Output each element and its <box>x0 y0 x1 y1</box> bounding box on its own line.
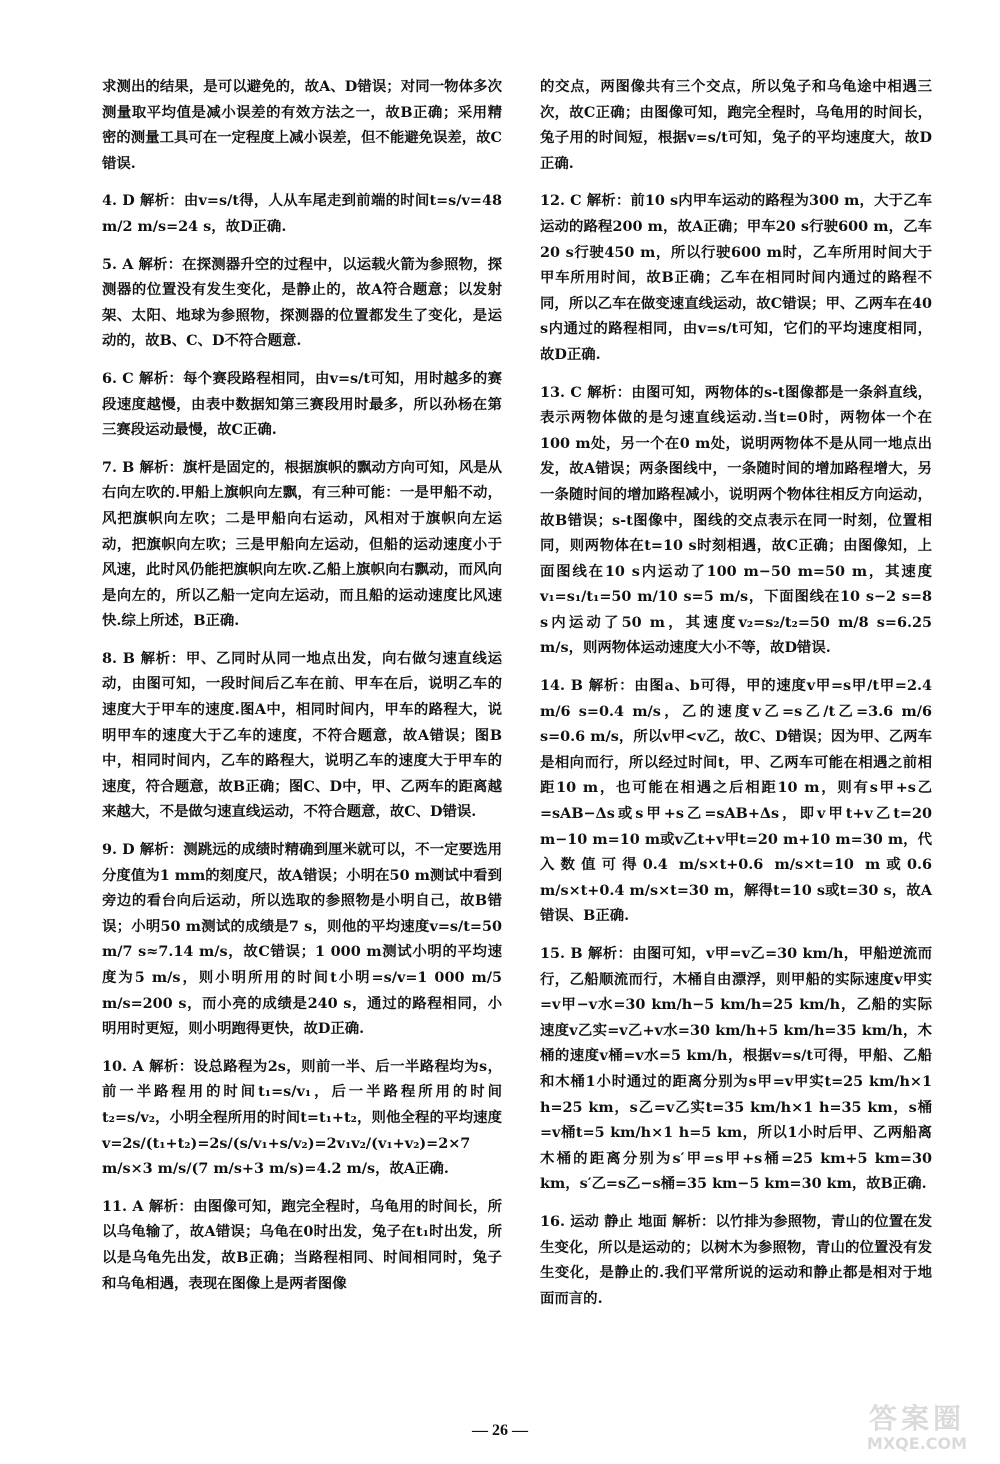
answer-text: 6. C 解析：每个赛段路程相同，由v=s/t可知，用时越多的赛段速度越慢，由表中数据知第三赛段用时最多，所以孙杨在第三赛段运动最慢，故C正确. <box>102 369 502 439</box>
answer-paragraph <box>102 366 502 443</box>
answer-text: 15. B 解析：由图可知，v甲=v乙=30 km/h，甲船逆流而行，乙船顺流而行，木桶自由漂浮，则甲船的实际速度v甲实=v甲−v水=30 km/h−5 km/h=25 km/h，乙船的实际速度v乙实=v乙+v水=30 km/h+5 km/h=35 km/h，木桶的速度v桶=v水=5 km/h，根据v=s/t可得，甲船、乙船和木桶1小时通过的距离分别为s甲=v甲实t=25 km/h×1 h=25 km，s乙=v乙实t=35 km/h×1 h=35 km，s桶=v桶t=5 km/h×1 h=5 km，所以1小时后甲、乙两船离木桶的距离分别为s′甲=s甲+s桶=25 km+5 km=30 km，s′乙=s乙−s桶=35 km−5 km=30 km，故B正确. <box>540 945 932 1193</box>
answer-paragraph <box>102 455 502 634</box>
answer-paragraph <box>540 74 932 176</box>
answer-paragraph <box>540 380 932 662</box>
answer-paragraph <box>540 941 932 1197</box>
answer-text: 7. B 解析：旗杆是固定的，根据旗帜的飘动方向可知，风是从右向左吹的.甲船上旗帜向左飘，有三种可能：一是甲船不动，风把旗帜向左吹；二是甲船向右运动，风相对于旗帜向左运动，把旗帜向左吹；三是甲船向左运动，但船的运动速度小于风速，此时风仍能把旗帜向左吹.乙船上旗帜向右飘动，而风向是向左的，所以乙船一定向左运动，而且船的运动速度比风速快.综上所述，B正确. <box>102 458 502 630</box>
answer-text: 9. D 解析：测跳远的成绩时精确到厘米就可以，不一定要选用分度值为1 mm的刻度尺，故A错误；小明在50 m测试中看到旁边的看台向后运动，所以选取的参照物是小明自己，故B错误；小明50 m测试的成绩是7 s，则他的平均速度v=s/t=50 m/7 s≈7.14 m/s，故C错误；1 000 m测试小明的平均速度为5 m/s，则小明所用的时间t小明=s/v=1 000 m/5 m/s=200 s，而小亮的成绩是240 s，通过的路程相同，小明用时更短，则小明跑得更快，故D正确. <box>102 841 502 1038</box>
watermark-logo <box>842 1404 992 1460</box>
answer-paragraph <box>540 188 932 367</box>
page-number: — 26 — <box>472 1422 528 1439</box>
answer-text: 14. B 解析：由图a、b可得，甲的速度v甲=s甲/t甲=2.4 m/6 s=0.4 m/s，乙的速度v乙=s乙/t乙=3.6 m/6 s=0.6 m/s，所以v甲<v乙，故C、D错误；因为甲、乙两车是相向而行，所以经过时间t，甲、乙两车可能在相遇之前相距10 m，也可能在相遇之后相距10 m，则有s甲+s乙=sAB−Δs或s甲+s乙=sAB+Δs，即v甲t+v乙t=20 m−10 m=10 m或v乙t+v甲t=20 m+10 m=30 m，代入数值可得0.4 m/s×t+0.6 m/s×t=10 m或0.6 m/s×t+0.4 m/s×t=30 m，解得t=10 s或t=30 s，故A错误、B正确. <box>540 677 932 925</box>
answer-text: 13. C 解析：由图可知，两物体的s-t图像都是一条斜直线，表示两物体做的是匀速直线运动.当t=0时，两物体一个在100 m处，另一个在0 m处，说明两物体不是从同一地点出发，故A错误；两条图线中，一条随时间的增加路程增大，另一条随时间的增加路程减小，说明两个物体往相反方向运动，故B错误；s-t图像中，图线的交点表示在同一时刻，位置相同，则两物体在t=10 s时刻相遇，故C正确；由图像知，上面图线在10 s内运动了100 m−50 m=50 m，其速度v₁=s₁/t₁=50 m/10 s=5 m/s，下面图线在10 s−2 s=8 s内运动了50 m，其速度v₂=s₂/t₂=50 m/8 s=6.25 m/s，则两物体运动速度大小不等，故D错误. <box>540 383 932 657</box>
answer-text: 16. 运动 静止 地面 解析：以竹排为参照物，青山的位置在发生变化，所以是运动的；以树木为参照物，青山的位置没有发生变化，是静止的.我们平常所说的运动和静止都是相对于地面而言的. <box>540 1212 932 1307</box>
answer-text: 11. A 解析：由图像可知，跑完全程时，乌龟用的时间长，所以乌龟输了，故A错误；乌龟在0时出发，兔子在t₁时出发，所以是乌龟先出发，故B正确；当路程相同、时间相同时，兔子和乌龟相遇，表现在图像上是两者图像 <box>102 1197 502 1292</box>
answer-paragraph <box>540 1209 932 1311</box>
answer-paragraph <box>102 837 502 1042</box>
answer-text: 12. C 解析：前10 s内甲车运动的路程为300 m，大于乙车运动的路程200 m，故A正确；甲车20 s行驶600 m，乙车20 s行驶450 m，所以行驶600 m时，乙车所用时间大于甲车所用时间，故B正确；乙车在相同时间内通过的路程不同，所以乙车在做变速直线运动，故C错误；甲、乙两车在40 s内通过的路程相同，由v=s/t可知，它们的平均速度相同，故D正确. <box>540 192 932 363</box>
answer-paragraph <box>102 188 502 239</box>
answer-text: 5. A 解析：在探测器升空的过程中，以运载火箭为参照物，探测器的位置没有发生变化，是静止的，故A符合题意；以发射架、太阳、地球为参照物，探测器的位置都发生了变化，是运动的，故B、C、D不符合题意. <box>102 255 502 350</box>
watermark-top: 答案圈 <box>868 1402 965 1435</box>
right-column <box>540 74 932 1323</box>
answer-text: 8. B 解析：甲、乙同时从同一地点出发，向右做匀速直线运动，由图可知，一段时间后乙车在前、甲车在后，说明乙车的速度大于甲车的速度.图A中，相同时间内，甲车的路程大，说明甲车的速度大于乙车的速度，不符合题意，故A错误；图B中，相同时间内，乙车的路程大，说明乙车的速度大于甲车的速度，符合题意，故B正确；图C、D中，甲、乙两车的距离越来越大，不是做匀速直线运动，不符合题意，故C、D错误. <box>102 649 502 821</box>
answer-text: 10. A 解析：设总路程为2s，则前一半、后一半路程均为s，前一半路程用的时间t₁=s/v₁，后一半路程所用的时间t₂=s/v₂，小明全程所用的时间t=t₁+t₂，则他全程的平均速度v=2s/(t₁+t₂)=2s/(s/v₁+s/v₂)=2v₁v₂/(v₁+v₂)=2×7 m/s×3 m/s/(7 m/s+3 m/s)=4.2 m/s，故A正确. <box>102 1057 502 1178</box>
watermark-bottom: MXQE.COM <box>866 1434 968 1453</box>
answer-paragraph <box>102 1054 502 1182</box>
answer-paragraph <box>102 252 502 354</box>
answer-paragraph <box>102 74 502 176</box>
answer-text: 4. D 解析：由v=s/t得，人从车尾走到前端的时间t=s/v=48 m/2 m/s=24 s，故D正确. <box>102 192 502 235</box>
answer-paragraph <box>540 673 932 929</box>
answer-text: 求测出的结果，是可以避免的，故A、D错误；对同一物体多次测量取平均值是减小误差的有效方法之一，故B正确；采用精密的测量工具可在一定程度上减小误差，但不能避免误差，故C错误. <box>102 78 503 172</box>
left-column <box>102 74 502 1308</box>
answer-paragraph <box>102 646 502 825</box>
answer-text: 的交点，两图像共有三个交点，所以兔子和乌龟途中相遇三次，故C正确；由图像可知，跑完全程时，乌龟用的时间长，兔子用的时间短，根据v=s/t可知，兔子的平均速度大，故D正确. <box>540 78 932 172</box>
answer-paragraph <box>102 1194 502 1296</box>
